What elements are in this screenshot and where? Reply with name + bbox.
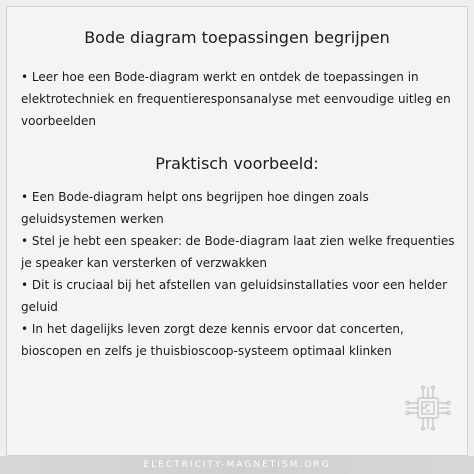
site-footer: ELECTRICITY-MAGNETISM.ORG	[0, 456, 474, 474]
list-item: • In het dagelijks leven zorgt deze kennis ervoor dat concerten, bioscopen en zelfs je thuisbioscoop-systeem optimaal klinken	[21, 322, 404, 358]
list-item: • Een Bode-diagram helpt ons begrijpen hoe dingen zoals geluidsystemen werken	[21, 190, 369, 226]
intro-paragraph	[21, 66, 457, 132]
intro-text: • Leer hoe een Bode-diagram werkt en ontdek de toepassingen in elektrotechniek en frequentieresponsanalyse met eenvoudige uitleg en voorbeelden	[21, 70, 451, 128]
section-subtitle: Praktisch voorbeeld:	[155, 154, 319, 173]
circuit-chip-icon	[403, 383, 453, 433]
list-item: • Stel je hebt een speaker: de Bode-diagram laat zien welke frequenties je speaker kan versterken of verzwakken	[21, 234, 455, 270]
bullet-list	[21, 186, 457, 362]
list-item: • Dit is cruciaal bij het afstellen van geluidsinstallaties voor een helder geluid	[21, 278, 448, 314]
content-card	[6, 6, 468, 456]
page-title: Bode diagram toepassingen begrijpen	[84, 28, 390, 47]
